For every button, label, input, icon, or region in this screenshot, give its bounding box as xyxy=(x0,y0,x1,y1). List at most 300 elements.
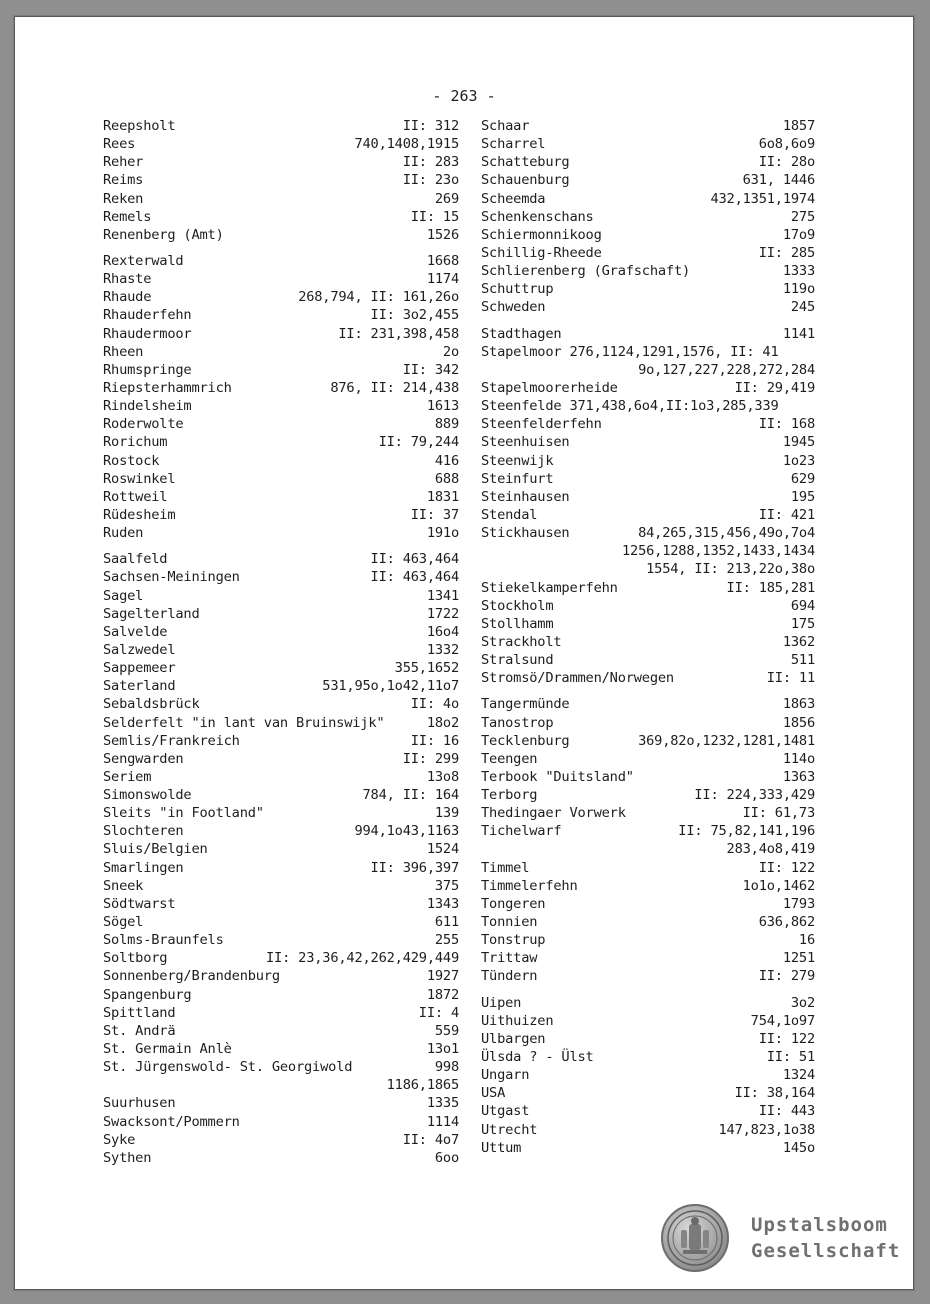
place-name: Schenkenschans xyxy=(481,208,594,225)
place-name: Ulbargen xyxy=(481,1030,546,1047)
place-name: Seriem xyxy=(103,768,152,785)
index-entry xyxy=(481,750,815,768)
page-references: II: 4o7 xyxy=(402,1131,459,1148)
index-entry xyxy=(481,1121,815,1139)
place-name: Schuttrup xyxy=(481,281,554,298)
place-name: Timmel xyxy=(481,859,530,876)
place-name: Trittaw xyxy=(481,950,538,967)
index-entry xyxy=(103,550,459,568)
page-references: 1256,1288,1352,1433,1434 xyxy=(622,543,815,560)
place-name: Renenberg (Amt) xyxy=(103,226,224,243)
page-references: 191o xyxy=(426,525,459,542)
page-references: 998 xyxy=(434,1059,459,1076)
page-references: II: 29,419 xyxy=(734,379,815,396)
page-references: 139 xyxy=(434,805,459,822)
index-entry xyxy=(481,877,815,895)
place-name: Stockholm xyxy=(481,597,554,614)
page-references: 629 xyxy=(790,470,815,487)
place-name: Terborg xyxy=(481,787,538,804)
page-references: 275 xyxy=(790,208,815,225)
page-references: 269 xyxy=(434,190,459,207)
index-entry xyxy=(481,768,815,786)
index-entry xyxy=(481,597,815,615)
index-entry xyxy=(103,877,459,895)
page-references: 16 xyxy=(798,932,815,949)
place-name: Stiekelkamperfehn xyxy=(481,579,618,596)
page-references: 636,862 xyxy=(758,914,815,931)
place-name: Rhauderfehn xyxy=(103,307,192,324)
index-entry xyxy=(481,994,815,1012)
index-entry xyxy=(481,859,815,877)
index-entry xyxy=(103,470,459,488)
index-entry xyxy=(103,931,459,949)
page-references: II: 231,398,458 xyxy=(338,325,459,342)
page-references: 559 xyxy=(434,1022,459,1039)
index-entry xyxy=(481,651,815,669)
index-entry xyxy=(103,895,459,913)
page-references: II: 463,464 xyxy=(370,551,459,568)
page-references: II: 299 xyxy=(402,750,459,767)
page-references: 1332 xyxy=(426,641,459,658)
place-name: Stromsö/Drammen/Norwegen xyxy=(481,670,674,687)
place-name: Syke xyxy=(103,1131,136,1148)
page-references: 688 xyxy=(434,470,459,487)
place-name: Tündern xyxy=(481,968,538,985)
index-entry xyxy=(103,1022,459,1040)
index-entry xyxy=(103,750,459,768)
index-entry xyxy=(103,433,459,451)
index-entry xyxy=(481,542,815,560)
place-name: Sythen xyxy=(103,1149,152,1166)
place-name: Sonnenberg/Brandenburg xyxy=(103,968,280,985)
page-references: 175 xyxy=(790,615,815,632)
index-entry xyxy=(481,840,815,858)
index-entry xyxy=(481,1102,815,1120)
page-references: 17o9 xyxy=(782,226,815,243)
place-name: Rostock xyxy=(103,452,160,469)
page-references: II: 3o2,455 xyxy=(370,307,459,324)
place-name: Utgast xyxy=(481,1103,530,1120)
index-entry xyxy=(103,288,459,306)
index-entry xyxy=(103,967,459,985)
index-entry xyxy=(481,226,815,244)
place-name: Steinfurt xyxy=(481,470,554,487)
page-references: 1o23 xyxy=(782,452,815,469)
page-references: 416 xyxy=(434,452,459,469)
page-references: 283,4o8,419 xyxy=(726,841,815,858)
page-references: 18o2 xyxy=(426,714,459,731)
index-entry xyxy=(481,506,815,524)
index-entry xyxy=(103,270,459,288)
page-references: 2o xyxy=(442,343,459,360)
place-name: Swacksont/Pommern xyxy=(103,1113,240,1130)
index-entry xyxy=(481,804,815,822)
page-references: 432,1351,1974 xyxy=(710,190,815,207)
index-entry xyxy=(103,659,459,677)
place-name: Uipen xyxy=(481,994,522,1011)
index-entry xyxy=(481,488,815,506)
page-references: II: 122 xyxy=(758,859,815,876)
page-references: 994,1o43,1163 xyxy=(354,823,459,840)
place-name: Remels xyxy=(103,208,152,225)
index-entry xyxy=(103,325,459,343)
page-references: II: 342 xyxy=(402,361,459,378)
place-name: Rhaudermoor xyxy=(103,325,192,342)
page-references: 631, 1446 xyxy=(742,172,815,189)
page-references: 1o1o,1462 xyxy=(742,877,815,894)
index-entry xyxy=(481,669,815,687)
page-references: 1856 xyxy=(782,714,815,731)
place-name: Tangermünde xyxy=(481,696,570,713)
page-references: 1927 xyxy=(426,968,459,985)
place-name: Reken xyxy=(103,190,144,207)
index-entry xyxy=(481,470,815,488)
index-entry xyxy=(103,714,459,732)
page-references: 6oo xyxy=(434,1149,459,1166)
index-entry xyxy=(103,1113,459,1131)
index-entry xyxy=(481,379,815,397)
place-name: St. Jürgenswold- St. Georgiwold xyxy=(103,1059,353,1076)
place-name: Schaar xyxy=(481,118,530,134)
index-entry xyxy=(103,452,459,470)
index-entry xyxy=(481,579,815,597)
index-entry xyxy=(481,452,815,470)
place-name: Salvelde xyxy=(103,623,168,640)
place-name: Teengen xyxy=(481,750,538,767)
page-references: 1362 xyxy=(782,633,815,650)
index-entry xyxy=(103,306,459,324)
place-name: St. Germain Anlè xyxy=(103,1041,232,1058)
index-entry xyxy=(481,1030,815,1048)
place-name: Rorichum xyxy=(103,434,168,451)
index-entry xyxy=(103,986,459,1004)
page-references: 3o2 xyxy=(790,994,815,1011)
place-name: Semlis/Frankreich xyxy=(103,732,240,749)
place-name: Schatteburg xyxy=(481,154,570,171)
index-entry xyxy=(103,913,459,931)
place-name: Tecklenburg xyxy=(481,732,570,749)
index-entry xyxy=(103,677,459,695)
place-name: Sögel xyxy=(103,914,144,931)
page-references: 1668 xyxy=(426,252,459,269)
page-references: 375 xyxy=(434,877,459,894)
seal-icon xyxy=(661,1204,729,1272)
index-entry xyxy=(103,506,459,524)
index-entry xyxy=(103,135,459,153)
place-name: Rindelsheim xyxy=(103,398,192,415)
place-name: Rheen xyxy=(103,343,144,360)
place-name: Steenwijk xyxy=(481,452,554,469)
place-name: Uithuizen xyxy=(481,1012,554,1029)
index-entry xyxy=(481,1012,815,1030)
index-entry xyxy=(481,967,815,985)
place-name: Riepsterhammrich xyxy=(103,379,232,396)
index-entry xyxy=(103,379,459,397)
index-entry xyxy=(103,1004,459,1022)
place-name: Steinhausen xyxy=(481,488,570,505)
place-name: Rhumspringe xyxy=(103,361,192,378)
page-references: II: 79,244 xyxy=(378,434,459,451)
place-name: Roderwolte xyxy=(103,416,184,433)
page-references: II: 185,281 xyxy=(726,579,815,596)
index-entry xyxy=(481,822,815,840)
index-entry xyxy=(103,1058,459,1076)
place-name: Schillig-Rheede xyxy=(481,244,602,261)
page-references: 1114 xyxy=(426,1113,459,1130)
page-references: 9o,127,227,228,272,284 xyxy=(638,361,815,378)
place-name: Sappemeer xyxy=(103,660,176,677)
place-name: Schiermonnikoog xyxy=(481,226,602,243)
index-entry xyxy=(481,560,815,578)
page-references: II: 312 xyxy=(402,118,459,134)
page-references: II: 4o xyxy=(410,696,459,713)
place-name: Rüdesheim xyxy=(103,506,176,523)
index-entry xyxy=(481,298,815,316)
page-references: 13o1 xyxy=(426,1041,459,1058)
index-entry xyxy=(103,488,459,506)
index-entry xyxy=(103,1040,459,1058)
index-entry xyxy=(103,623,459,641)
logo-text-line1: Upstalsboom xyxy=(751,1214,888,1236)
page-references: II: 283 xyxy=(402,154,459,171)
index-column-left xyxy=(103,117,459,1167)
page-references: II: 15 xyxy=(410,208,459,225)
place-name: Reims xyxy=(103,172,144,189)
page-references: 268,794, II: 161,26o xyxy=(298,289,459,306)
page-references: 1186,1865 xyxy=(386,1077,459,1094)
place-name: Sluis/Belgien xyxy=(103,841,208,858)
place-name: Timmelerfehn xyxy=(481,877,578,894)
page-references: 1141 xyxy=(782,325,815,342)
index-entry xyxy=(481,433,815,451)
index-entry xyxy=(481,280,815,298)
place-name: Tanostrop xyxy=(481,714,554,731)
page-references: 114o xyxy=(782,750,815,767)
index-entry xyxy=(481,397,815,415)
index-entry xyxy=(103,786,459,804)
page-references: 355,1652 xyxy=(394,660,459,677)
index-entry xyxy=(103,397,459,415)
index-entry xyxy=(103,804,459,822)
page-number: - 263 - xyxy=(432,87,496,105)
index-entry xyxy=(481,786,815,804)
place-name: Utrecht xyxy=(481,1121,538,1138)
index-entry xyxy=(103,949,459,967)
place-name: Stapelmoor 276,1124,1291,1576, II: 41 xyxy=(481,343,779,360)
index-entry xyxy=(481,1139,815,1157)
place-name: Stapelmoorerheide xyxy=(481,379,618,396)
place-name: Rexterwald xyxy=(103,252,184,269)
index-entry xyxy=(481,325,815,343)
place-name: Thedingaer Vorwerk xyxy=(481,805,626,822)
page-references: 369,82o,1232,1281,1481 xyxy=(638,732,815,749)
page-references: II: 421 xyxy=(758,506,815,523)
page-references: 1174 xyxy=(426,271,459,288)
page-references: 1526 xyxy=(426,226,459,243)
page-references: 6o8,6o9 xyxy=(758,136,815,153)
page-references: 1857 xyxy=(782,118,815,134)
index-entry xyxy=(481,361,815,379)
place-name: Reher xyxy=(103,154,144,171)
place-name: Smarlingen xyxy=(103,859,184,876)
page-references: 1554, II: 213,22o,38o xyxy=(646,561,815,578)
index-entry xyxy=(481,1066,815,1084)
place-name: Scheemda xyxy=(481,190,546,207)
index-entry xyxy=(481,949,815,967)
index-entry xyxy=(103,732,459,750)
index-column-right xyxy=(481,117,815,1157)
place-name: Schauenburg xyxy=(481,172,570,189)
page-references: 1793 xyxy=(782,895,815,912)
place-name: St. Andrä xyxy=(103,1022,176,1039)
place-name: Ülsda ? - Ülst xyxy=(481,1049,594,1066)
place-name: Steenhuisen xyxy=(481,434,570,451)
place-name: Rhaste xyxy=(103,271,152,288)
page-references: 1363 xyxy=(782,768,815,785)
index-entry xyxy=(103,840,459,858)
place-name: Tonnien xyxy=(481,914,538,931)
page-references: II: 4 xyxy=(418,1004,459,1021)
place-name: Sagelterland xyxy=(103,605,200,622)
page-references: 1863 xyxy=(782,696,815,713)
page-references: 531,95o,1o42,11o7 xyxy=(322,678,459,695)
index-entry xyxy=(481,208,815,226)
page-references: 245 xyxy=(790,299,815,316)
index-entry xyxy=(103,153,459,171)
logo-text-line2: Gesellschaft xyxy=(751,1240,901,1262)
index-entry xyxy=(103,587,459,605)
page-references: II: 16 xyxy=(410,732,459,749)
page-references: 1324 xyxy=(782,1067,815,1084)
index-entry xyxy=(103,252,459,270)
page-references: 1945 xyxy=(782,434,815,451)
place-name: Stendal xyxy=(481,506,538,523)
page-references: II: 279 xyxy=(758,968,815,985)
place-name: Rottweil xyxy=(103,488,168,505)
place-name: Stadthagen xyxy=(481,325,562,342)
place-name: Suurhusen xyxy=(103,1095,176,1112)
index-entry xyxy=(103,568,459,586)
society-logo xyxy=(661,1204,911,1274)
page-references: II: 23o xyxy=(402,172,459,189)
page-references: 754,1o97 xyxy=(750,1012,815,1029)
place-name: Terbook "Duitsland" xyxy=(481,768,634,785)
place-name: Sengwarden xyxy=(103,750,184,767)
page-references: 119o xyxy=(782,281,815,298)
page-references: 16o4 xyxy=(426,623,459,640)
place-name: Sleits "in Footland" xyxy=(103,805,264,822)
place-name: Sachsen-Meiningen xyxy=(103,569,240,586)
place-name: Strackholt xyxy=(481,633,562,650)
page-references: II: 285 xyxy=(758,244,815,261)
page-references: II: 61,73 xyxy=(742,805,815,822)
place-name: Stollhamm xyxy=(481,615,554,632)
index-entry xyxy=(481,190,815,208)
index-entry xyxy=(103,1131,459,1149)
index-entry xyxy=(103,343,459,361)
index-entry xyxy=(481,1084,815,1102)
index-entry xyxy=(481,415,815,433)
place-name: Tongeren xyxy=(481,895,546,912)
index-entry xyxy=(481,1048,815,1066)
page-references: II: 463,464 xyxy=(370,569,459,586)
page-references: II: 396,397 xyxy=(370,859,459,876)
place-name: Sneek xyxy=(103,877,144,894)
page-references: II: 11 xyxy=(766,670,815,687)
place-name: Scharrel xyxy=(481,136,546,153)
place-name: Ungarn xyxy=(481,1067,530,1084)
index-entry xyxy=(481,171,815,189)
index-entry xyxy=(481,615,815,633)
place-name: Ruden xyxy=(103,525,144,542)
page-references: 1722 xyxy=(426,605,459,622)
index-entry xyxy=(103,190,459,208)
index-entry xyxy=(481,343,815,361)
index-entry xyxy=(481,931,815,949)
page-references: 1341 xyxy=(426,587,459,604)
page-references: 195 xyxy=(790,488,815,505)
index-entry xyxy=(103,695,459,713)
index-entry xyxy=(103,524,459,542)
index-entry xyxy=(103,415,459,433)
page-references: 511 xyxy=(790,652,815,669)
page-references: 147,823,1o38 xyxy=(718,1121,815,1138)
place-name: Saalfeld xyxy=(103,551,168,568)
index-entry xyxy=(103,226,459,244)
page-references: 1333 xyxy=(782,263,815,280)
place-name: Salzwedel xyxy=(103,641,176,658)
index-entry xyxy=(103,1076,459,1094)
page-references: 1335 xyxy=(426,1095,459,1112)
index-entry xyxy=(103,768,459,786)
page-references: II: 38,164 xyxy=(734,1085,815,1102)
place-name: Stickhausen xyxy=(481,525,570,542)
page-references: 784, II: 164 xyxy=(362,787,459,804)
index-entry xyxy=(481,524,815,542)
index-entry xyxy=(481,732,815,750)
place-name: Tichelwarf xyxy=(481,823,562,840)
page-references: 84,265,315,456,49o,7o4 xyxy=(638,525,815,542)
index-entry xyxy=(103,208,459,226)
place-name: Rees xyxy=(103,136,136,153)
index-entry xyxy=(481,135,815,153)
page-references: 1831 xyxy=(426,488,459,505)
place-name: Roswinkel xyxy=(103,470,176,487)
place-name: Schweden xyxy=(481,299,546,316)
index-entry xyxy=(481,117,815,135)
page-references: II: 23,36,42,262,429,449 xyxy=(266,950,459,967)
place-name: Uttum xyxy=(481,1139,522,1156)
place-name: Solms-Braunfels xyxy=(103,932,224,949)
place-name: Soltborg xyxy=(103,950,168,967)
page-references: 1343 xyxy=(426,895,459,912)
index-entry xyxy=(103,171,459,189)
place-name: Sagel xyxy=(103,587,144,604)
index-entry xyxy=(481,262,815,280)
page-references: 13o8 xyxy=(426,768,459,785)
page-references: II: 37 xyxy=(410,506,459,523)
index-entry xyxy=(103,641,459,659)
page-references: II: 224,333,429 xyxy=(694,787,815,804)
page-references: 1251 xyxy=(782,950,815,967)
page-references: 1613 xyxy=(426,398,459,415)
index-entry xyxy=(103,1094,459,1112)
page-references: 889 xyxy=(434,416,459,433)
index-entry xyxy=(481,695,815,713)
index-entry xyxy=(481,244,815,262)
page-references: 694 xyxy=(790,597,815,614)
index-entry xyxy=(103,822,459,840)
